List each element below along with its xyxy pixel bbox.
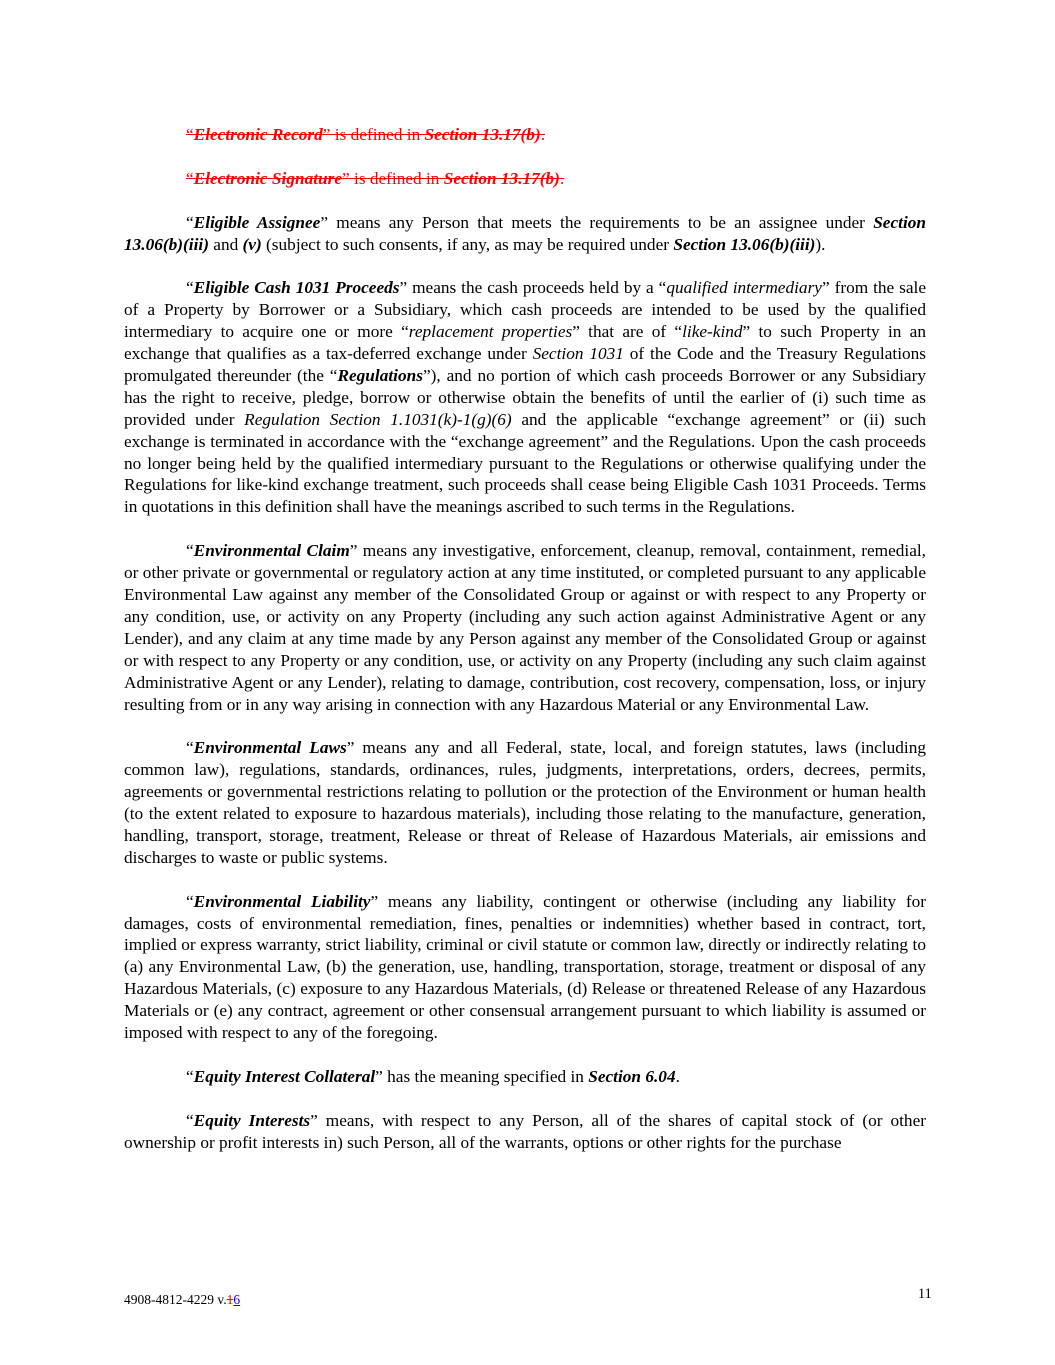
definition-text: ” means any investigative, enforcement, cleanup, removal, containment, remedial, or other private or governmental or regulatory action at any time instituted, or completed pursuant to any applicable Environmental Law against any member of the Consolidated Group or against or with respect to any Property or any condition, use, or activity on any Property (including any such action against Administrative Agent or any Lender), and any claim at any time made by any Person against any member of the Consolidated Group or against or with respect to any Property or any condition, use, or activity on any Property (including any such claim against Administrative Agent or any Lender), relating to damage, contribution, cost recovery, compensation, loss, or injury resulting from or in any way arising in connection with any Hazardous Material or any Environmental Law. xyxy=(124,541,927,714)
document-id: 4908-4812-4229 v. xyxy=(124,1292,227,1307)
section-reference: Section 13.06(b)(iii) xyxy=(673,234,816,254)
definition-text: and the applicable “exchange agreement” or (ii) such exchange is terminated in accordance with the “exchange agreement” and the Regulations. Upon the cash proceeds no longer being held by the qualified intermediary pursuant to the Regulations or otherwise qualifying under the Regulations for like-kind exchange treatment, such proceeds shall cease being Eligible Cash 1031 Proceeds. Terms in quotations in this definition shall have the meanings ascribed to such terms in the Regulations. xyxy=(124,409,926,517)
period: . xyxy=(675,1066,680,1086)
section-reference: Regulation Section 1.1031(k)-1(g)(6) xyxy=(244,409,512,429)
defined-term: Regulations xyxy=(337,365,423,385)
definition-text: ”), and no portion of which cash proceeds Borrower or any Subsidiary has the right to receive, pledge, borrow or otherwise obtain the benefits of until the earlier of (i) such time as provided under xyxy=(124,365,926,429)
defined-term: Electronic Record xyxy=(193,125,323,144)
section-reference: Section 13.17(b) xyxy=(424,125,541,144)
definition-text: (subject to such consents, if any, as may be required under xyxy=(261,234,674,254)
open-quote: “ xyxy=(186,125,194,144)
definition-environmental-laws xyxy=(124,737,926,868)
definition-text: of the Code and the Treasury Regulations promulgated thereunder (the “ xyxy=(124,344,927,385)
quoted-term: like-kind xyxy=(682,322,743,342)
deleted-version: 1 xyxy=(226,1292,234,1307)
open-quote: “ xyxy=(186,168,194,188)
defined-term: Eligible Assignee xyxy=(193,212,321,232)
open-quote: “ xyxy=(186,212,194,232)
definition-eligible-assignee xyxy=(124,212,926,256)
defined-term: Environmental Claim xyxy=(193,541,350,561)
definition-equity-interest-collateral xyxy=(124,1066,926,1088)
definition-text: ” means any liability, contingent or otherwise (including any liability for damages, costs of environmental remediation, fines, penalties or indemnities) whether based in contract, tort, implied or express warranty, strict liability, criminal or civil statute or common law, directly or indirectly relating to (a) any Environmental Law, (b) the generation, use, handling, transportation, storage, treatment or disposal of any Hazardous Materials, (c) exposure to any Hazardous Materials, (d) Release or threatened Release of any Hazardous Materials or (e) any contract, agreement or other consensual arrangement pursuant to which liability is assumed or imposed with respect to any of the foregoing. xyxy=(124,891,926,1043)
page-number: 11 xyxy=(918,1286,932,1302)
definition-equity-interests xyxy=(124,1110,926,1154)
definition-text: ” from the sale of a Property by Borrower or a Subsidiary, which cash proceeds are intended to be used by the qualified intermediary to acquire one or more “ xyxy=(124,278,926,342)
definition-text: ). xyxy=(815,234,826,254)
definition-text: is defined in xyxy=(330,125,425,144)
defined-term: Environmental Liability xyxy=(193,891,371,911)
definition-text: ” to such Property in an exchange that qualifies as a tax-deferred exchange under xyxy=(124,322,926,364)
definition-text: ” means any Person that meets the requirements to be an assignee under xyxy=(320,212,874,232)
definition-electronic-record xyxy=(124,124,926,146)
open-quote: “ xyxy=(186,891,194,911)
definition-text: ” means the cash proceeds held by a “ xyxy=(399,278,667,298)
definition-environmental-claim xyxy=(124,540,926,715)
open-quote: “ xyxy=(186,738,194,758)
period: . xyxy=(559,168,565,188)
section-reference: (v) xyxy=(242,234,262,254)
section-reference: Section 13.17(b) xyxy=(443,168,560,188)
definition-text: ” means, with respect to any Person, all of the shares of capital stock of (or other ownership or profit interests in) such Person, all of the warrants, options or other rights for the purchase xyxy=(124,1110,926,1152)
open-quote: “ xyxy=(186,541,194,561)
definition-text: and xyxy=(208,234,243,254)
section-reference: Section 13.06(b)(iii) xyxy=(124,212,926,254)
defined-term: Eligible Cash 1031 Proceeds xyxy=(193,278,400,298)
quoted-term: replacement properties xyxy=(408,322,573,342)
definition-text: ” means any and all Federal, state, local, and foreign statutes, laws (including common law), regulations, standards, ordinances, rules, judgments, interpretations, orders, decrees, permits, agreements or governmental restrictions relating to pollution or the protection of the Environment or human health (to the extent related to exposure to hazardous materials), including those relating to the manufacture, generation, handling, transport, storage, treatment, Release or threat of Release of Hazardous Materials, air emissions and discharges to waste or public systems. xyxy=(124,738,926,867)
definition-text: is defined in xyxy=(349,168,444,188)
definitions-section xyxy=(124,124,926,1175)
defined-term: Electronic Signature xyxy=(193,168,343,188)
definition-electronic-signature xyxy=(124,168,926,190)
definition-eligible-cash-1031-proceeds xyxy=(124,277,926,518)
close-quote: ” xyxy=(342,168,350,188)
definition-text: ” has the meaning specified in xyxy=(375,1066,589,1086)
section-reference: Section 6.04 xyxy=(588,1066,676,1086)
defined-term: Environmental Laws xyxy=(193,738,347,758)
defined-term: Equity Interests xyxy=(193,1110,311,1130)
document-id-footer xyxy=(124,1289,240,1311)
inserted-version: 6 xyxy=(233,1292,241,1307)
open-quote: “ xyxy=(186,1066,194,1086)
section-reference: Section 1031 xyxy=(532,344,624,364)
period: . xyxy=(540,125,546,144)
definition-environmental-liability xyxy=(124,891,926,1044)
defined-term: Equity Interest Collateral xyxy=(193,1066,376,1086)
close-quote: ” xyxy=(322,125,331,144)
quoted-term: qualified intermediary xyxy=(666,278,822,298)
definition-text: ” that are of “ xyxy=(572,322,683,342)
open-quote: “ xyxy=(186,1110,194,1130)
open-quote: “ xyxy=(186,278,194,298)
